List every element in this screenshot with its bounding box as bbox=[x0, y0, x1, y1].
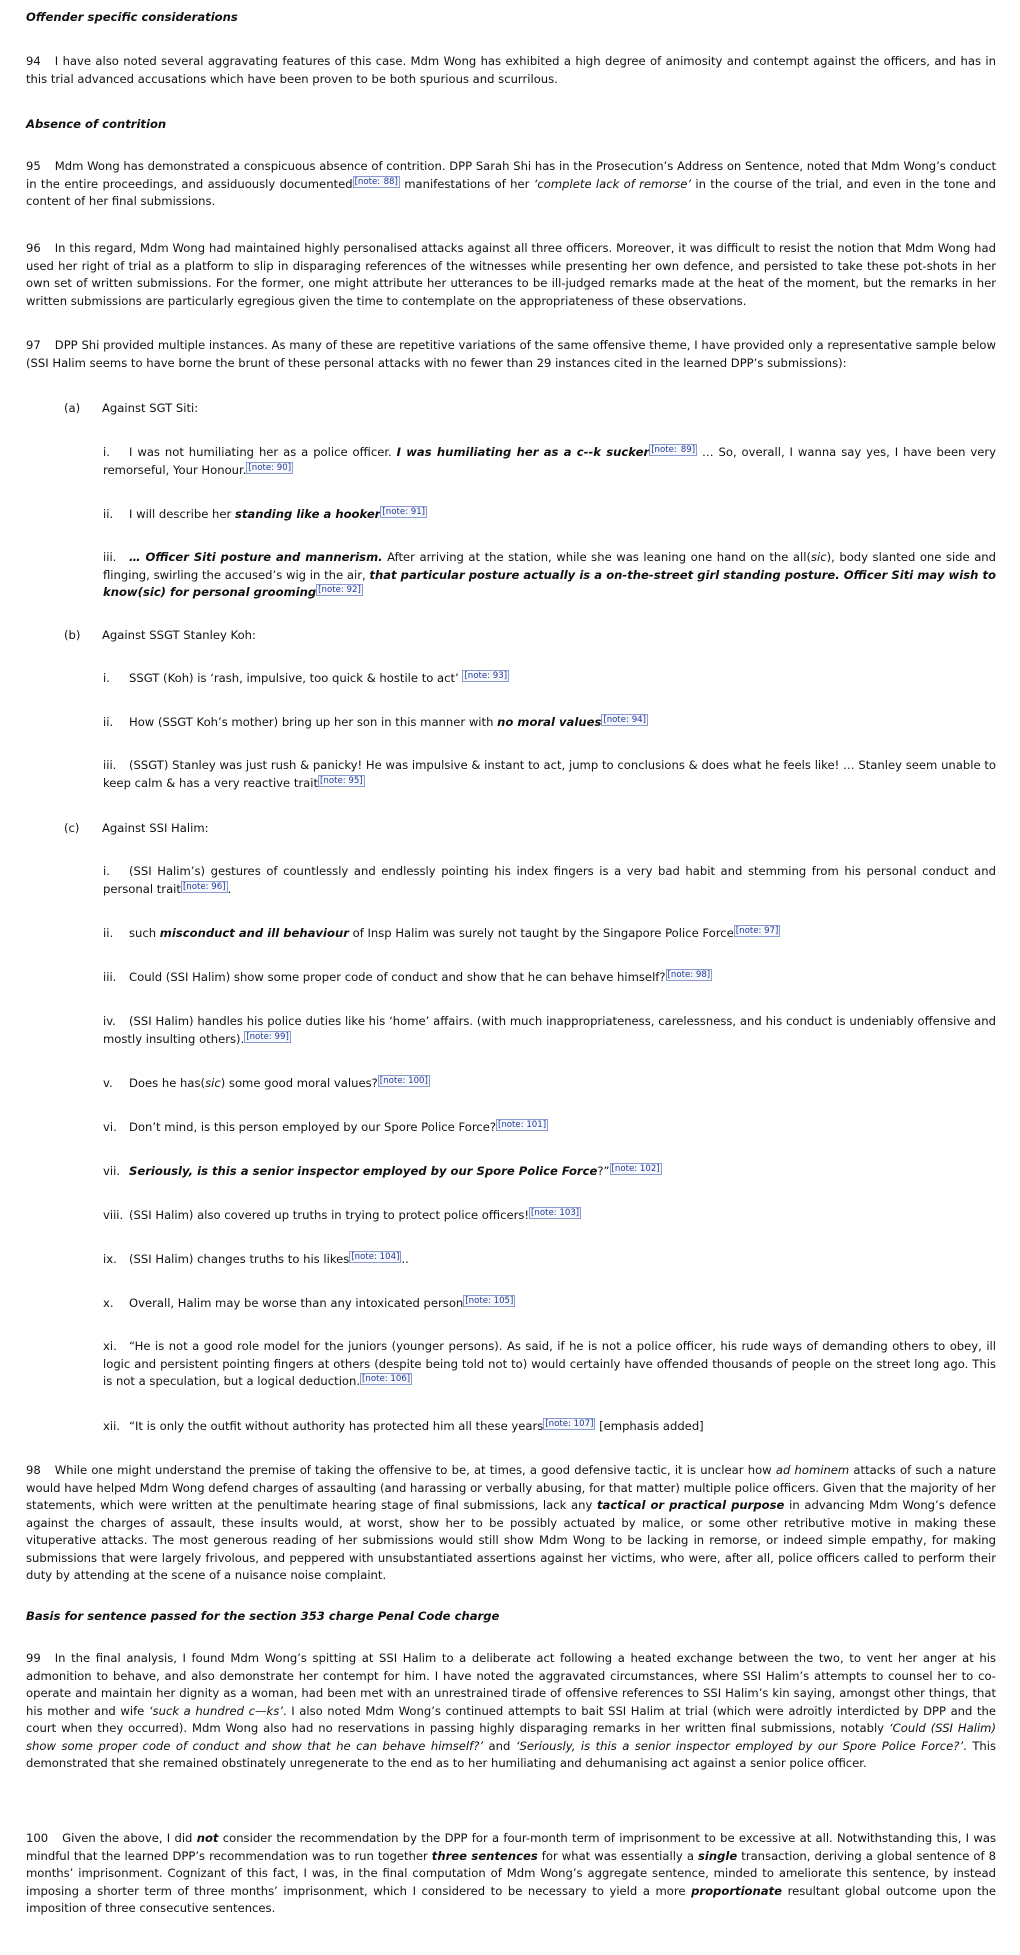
paragraph-number: 100 bbox=[26, 1831, 49, 1845]
sub-item-c-iii: iii. Could (SSI Halim) show some proper code of conduct and show that he can behave himself? [note: 98] bbox=[103, 970, 711, 984]
heading-basis-for-sentence: Basis for sentence passed for the section 353 charge Penal Code charge bbox=[26, 1609, 500, 1623]
heading-absence-of-contrition: Absence of contrition bbox=[26, 117, 167, 131]
item-label: (a) bbox=[64, 401, 81, 415]
footnote-link[interactable]: [note: 91] bbox=[382, 507, 426, 517]
paragraph-number: 94 bbox=[26, 54, 41, 68]
item-label: (c) bbox=[64, 821, 80, 835]
footnote-link[interactable]: [note: 101] bbox=[498, 1120, 547, 1130]
footnote-link[interactable]: [note: 98] bbox=[667, 970, 711, 980]
sub-item-c-v: v. Does he has(sic) some good moral values? [note: 100] bbox=[103, 1076, 428, 1090]
footnote-link[interactable]: [note: 104] bbox=[351, 1252, 400, 1262]
paragraph-99: 99 In the final analysis, I found Mdm Wong’s spitting at SSI Halim to a deliberate act following a heated exchange between the two, to vent her anger at his admonition to behave, and also demonstrate her contempt for him. I have noted the aggravated circumstances, where SSI Halim’s attempts to counsel her to co-operate and maintain her dignity as a woman, had been met with an unrestrained tirade of offensive references to SSI Halim’s kin saying, amongst other things, that his mother and wife ‘suck a hundred c—ks’. I also noted Mdm Wong’s continued attempts to bait SSI Halim at trial (which were adroitly interdicted by DPP and the court when they occurred). Mdm Wong also had no reservations in passing highly disparaging remarks in her written final submissions, notably ‘Could (SSI Halim) show some proper code of conduct and show that he can behave himself?’ and ‘Seriously, is this a senior inspector employed by our Spore Police Force?’. This demonstrated that she remained obstinately unregenerate to the end as to her humiliating and dehumanising act against a senior police officer. bbox=[26, 1651, 997, 1770]
item-label: (b) bbox=[64, 628, 81, 642]
sub-item-c-vi: vi. Don’t mind, is this person employed by our Spore Police Force? [note: 101] bbox=[103, 1120, 547, 1134]
item-title: Against SSI Halim: bbox=[102, 821, 209, 835]
sub-item-a-iii: iii. … Officer Siti posture and mannerism. After arriving at the station, while she was leaning one hand on the all(sic), body slanted one side and flinging, swirling the accused’s wig in the air, that particular posture actually is a on-the-street girl standing posture. Officer Siti may wish to know(sic) for personal grooming [note: 92] bbox=[103, 550, 997, 599]
footnote-link[interactable]: [note: 89] bbox=[651, 445, 696, 455]
paragraph-number: 97 bbox=[26, 338, 41, 352]
sub-item-a-ii: ii. I will describe her standing like a hooker [note: 91] bbox=[103, 507, 426, 521]
item-title: Against SSGT Stanley Koh: bbox=[102, 628, 256, 642]
sub-item-c-iv: iv. (SSI Halim) handles his police duties like his ‘home’ affairs. (with much inappropriateness, carelessness, and his conduct is undeniably offensive and mostly insulting others). [note: 99] bbox=[103, 1014, 996, 1046]
paragraph-number: 99 bbox=[26, 1651, 41, 1665]
list-item-c bbox=[64, 820, 994, 838]
paragraph-98: 98 While one might understand the premise of taking the offensive to be, at times, a good defensive tactic, it is unclear how ad hominem attacks of such a nature would have helped Mdm Wong defend charges of assaulting (and harassing or verbally abusing, for that matter) multiple police officers. Given that the majority of her statements, which were written at the penultimate hearing stage of final submissions, lack any tactical or practical purpose in advancing Mdm Wong’s defence against the charges of assault, these insults would, at worst, show her to be possibly actuated by malice, or some other retributive motive in making these vituperative attacks. The most generous reading of her submissions would still show Mdm Wong to be lacking in remorse, or indeed simple empathy, for making submissions that were largely frivolous, and peppered with unsubstantiated assertions against her victims, who were, after all, police officers called to perform their duty by attending at the scene of a nuisance noise complaint. bbox=[26, 1463, 996, 1582]
paragraph-100: 100 Given the above, I did not consider the recommendation by the DPP for a four-month term of imprisonment to be excessive at all. Notwithstanding this, I was mindful that the learned DPP’s recommendation was to run together three sentences for what was essentially a single transaction, deriving a global sentence of 8 months’ imprisonment. Cognizant of this fact, I was, in the final computation of Mdm Wong’s aggregate sentence, minded to ameliorate this sentence, by instead imposing a shorter term of three months’ imprisonment, which I considered to be necessary to yield a more proportionate resultant global outcome upon the imposition of three consecutive sentences. bbox=[26, 1831, 996, 1915]
sub-item-c-x: x. Overall, Halim may be worse than any intoxicated person [note: 105] bbox=[103, 1296, 514, 1310]
footnote-link[interactable]: [note: 102] bbox=[611, 1164, 660, 1174]
footnote-link[interactable]: [note: 94] bbox=[603, 715, 646, 725]
heading-offender-specific: Offender specific considerations bbox=[26, 10, 238, 24]
footnote-link[interactable]: [note: 106] bbox=[362, 1374, 411, 1384]
paragraph-97: 97 DPP Shi provided multiple instances. As many of these are repetitive variations of the same offensive theme, I have provided only a representative sample below (SSI Halim seems to have borne the brunt of these personal attacks with no fewer than 29 instances cited in the learned DPP’s submissions): bbox=[26, 338, 996, 370]
sub-item-c-viii: viii. (SSI Halim) also covered up truths in trying to protect police officers! [note: 103] bbox=[103, 1208, 580, 1222]
sub-item-c-xii: xii. “It is only the outfit without authority has protected him all these years [note: 107] [emphasis added] bbox=[103, 1419, 704, 1433]
sub-item-c-ix: ix. (SSI Halim) changes truths to his likes [note: 104] .. bbox=[103, 1252, 409, 1266]
list-item-a bbox=[64, 400, 994, 418]
item-title: Against SGT Siti: bbox=[102, 401, 199, 415]
sub-item-c-i: i. (SSI Halim’s) gestures of countlessly and endlessly pointing his index fingers is a very bad habit and stemming from his personal conduct and personal trait [note: 96] . bbox=[103, 864, 996, 896]
footnote-link[interactable]: [note: 88] bbox=[354, 176, 398, 187]
footnote-link[interactable]: [note: 96] bbox=[182, 881, 226, 892]
footnote-link[interactable]: [note: 90] bbox=[248, 462, 292, 473]
footnote-link[interactable]: [note: 95] bbox=[320, 775, 363, 786]
sub-item-c-xi: xi. “He is not a good role model for the juniors (younger persons). As said, if he is not a police officer, his rude ways of demanding others to obey, ill logic and persistent pointing fingers at others (despite being told not to) would certainly have offended thousands of people on the street long ago. This is not a speculation, but a logical deduction. [note: 106] bbox=[103, 1339, 996, 1388]
footnote-link[interactable]: [note: 100] bbox=[379, 1076, 428, 1086]
sub-item-c-vii: vii. Seriously, is this a senior inspector employed by our Spore Police Force?” [note: 102] bbox=[103, 1164, 660, 1178]
sub-item-b-iii: iii. (SSGT) Stanley was just rush & panicky! He was impulsive & instant to act, jump to conclusions & does what he feels like! … Stanley seem unable to keep calm & has a very reactive trait [note: 95] bbox=[103, 758, 996, 790]
sub-item-a-i: i. I was not humiliating her as a police officer. I was humiliating her as a c--k sucker [note: 89] … So, overall, I wanna say yes, I have been very remorseful, Your Honour. [note: 90] bbox=[103, 445, 996, 477]
footnote-link[interactable]: [note: 93] bbox=[464, 671, 508, 681]
paragraph-number: 98 bbox=[26, 1463, 41, 1477]
footnote-link[interactable]: [note: 92] bbox=[318, 585, 361, 595]
sub-item-b-ii: ii. How (SSGT Koh’s mother) bring up her son in this manner with no moral values [note: 94] bbox=[103, 715, 646, 729]
paragraph-94: 94 I have also noted several aggravating features of this case. Mdm Wong has exhibited a high degree of animosity and contempt against the officers, and has in this trial advanced accusations which have been proven to be both spurious and scurrilous. bbox=[26, 54, 996, 86]
paragraph-96: 96 In this regard, Mdm Wong had maintained highly personalised attacks against all three officers. Moreover, it was difficult to resist the notion that Mdm Wong had used her right of trial as a platform to slip in disparaging references of the witnesses while presenting her own defence, and persisted to take these pot-shots in her own set of written submissions. For the former, one might attribute her utterances to be ill-judged remarks made at the heat of the moment, but the remarks in her written submissions are particularly egregious given the time to contemplate on the appropriateness of these observations. bbox=[26, 241, 996, 308]
footnote-link[interactable]: [note: 97] bbox=[735, 926, 779, 936]
paragraph-number: 95 bbox=[26, 159, 41, 173]
list-item-b bbox=[64, 627, 994, 645]
paragraph-number: 96 bbox=[26, 241, 41, 255]
paragraph-95: 95 Mdm Wong has demonstrated a conspicuous absence of contrition. DPP Sarah Shi has in the Prosecution’s Address on Sentence, noted that Mdm Wong’s conduct in the entire proceedings, and assiduously documented [note: 88] manifestations of her ‘complete lack of remorse’ in the course of the trial, and even in the tone and content of her final submissions. bbox=[26, 159, 996, 208]
footnote-link[interactable]: [note: 103] bbox=[531, 1208, 580, 1218]
footnote-link[interactable]: [note: 107] bbox=[545, 1419, 594, 1429]
sub-item-b-i: i. SSGT (Koh) is ‘rash, impulsive, too quick & hostile to act’ [note: 93] bbox=[103, 671, 508, 685]
sub-item-c-ii: ii. such misconduct and ill behaviour of Insp Halim was surely not taught by the Singapore Police Force [note: 97] bbox=[103, 926, 779, 940]
footnote-link[interactable]: [note: 105] bbox=[465, 1296, 514, 1306]
footnote-link[interactable]: [note: 99] bbox=[246, 1031, 289, 1042]
